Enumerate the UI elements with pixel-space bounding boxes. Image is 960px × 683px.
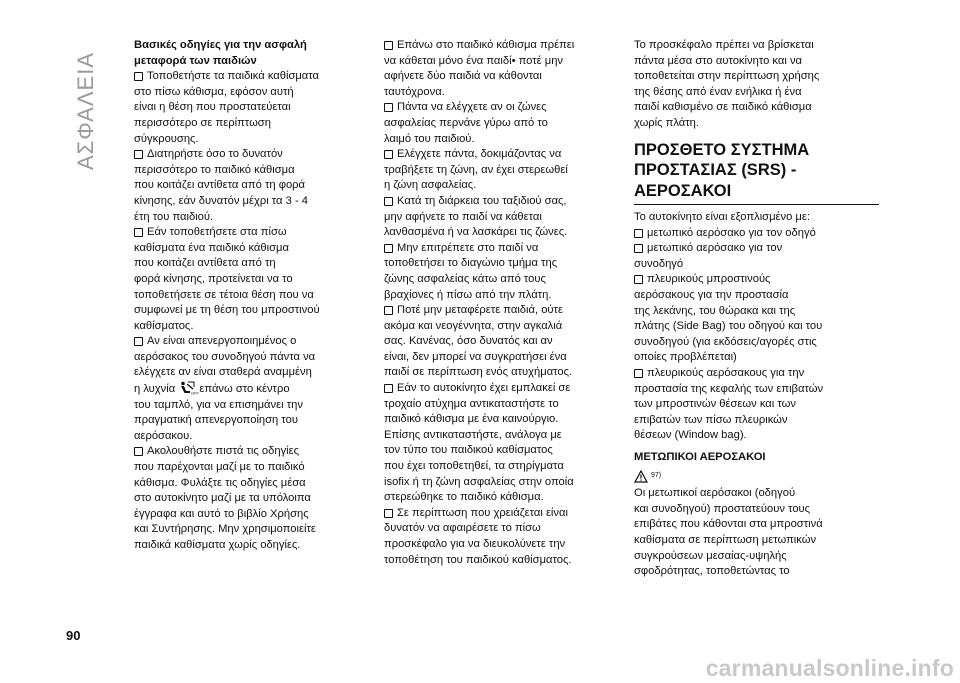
side-section-tab: ΑΣΦΑΛΕΙΑ [73,51,98,171]
square-bullet-icon [384,196,393,205]
paragraph: Ακολουθήστε πιστά τις οδηγίες που παρέχονται μαζί με το παιδικό κάθισμα. Φυλάξτε τις οδηγίες μέσα στο αυτοκίνητο μαζί με τα υπόλοιπα έγγραφα και αυτό το βιβλίο Χρήσης και Συντήρησης. Μην χρησιμοποιείτε παιδικά καθίσματα χωρίς οδηγίες. [134,445,316,551]
square-bullet-icon [134,227,143,236]
column-1 [134,38,364,554]
paragraph: Εάν το αυτοκίνητο έχει εμπλακεί σε τροχαίο ατύχημα αντικαταστήστε το παιδικό κάθισμα με ένα καινούργιο. Επίσης αντικαταστήστε, ανάλογα με τον τύπο του παιδικού καθίσματος που έχει τοποθετηθεί, τα στηρίγματα isofix ή τη ζώνη ασφαλείας στην οποία στερεώθηκε το παιδικό κάθισμα. [384,382,574,504]
square-bullet-icon [384,149,393,158]
paragraph: Ποτέ μην μεταφέρετε παιδιά, ούτε ακόμα και νεογέννητα, στην αγκαλιά σας. Κανένας, όσο δυνατός και αν είναι, δεν μπορεί να συγκρατήσει ένα παιδί σε περίπτωση ενός ατυχήματος. [384,304,573,379]
square-bullet-icon [634,228,643,237]
list-item: μετωπικό αερόσακο για τον συνοδηγό [634,242,783,270]
square-bullet-icon [134,71,143,80]
paragraph: Διατηρήστε όσο το δυνατόν περισσότερο το παιδικό κάθισμα που κοιτάζει αντίθετα από τη φορά κίνησης, εάν δυνατόν μέχρι τα 3 - 4 έτη του παιδιού. [134,148,309,223]
square-bullet-icon [384,243,393,252]
note-reference: 97) [634,468,879,487]
paragraph: Πάντα να ελέγχετε αν οι ζώνες ασφαλείας περνάνε γύρω από το λαιμό του παιδιού. [384,101,548,145]
square-bullet-icon [384,383,393,392]
heading: Βασικές οδηγίες για την ασφαλή μεταφορά των παιδιών [134,39,307,67]
square-bullet-icon [634,274,643,283]
square-bullet-icon [634,368,643,377]
paragraph: Αν είναι απενεργοποιημένος ο αερόσακος του συνοδηγού πάντα να ελέγχετε αν είναι σταθερά αναμμένη η λυχνία OFF επάνω στο κέντρο του ταμπλό, για να επισημάνει την πραγματική απενεργοποίηση του αερόσακου. [134,335,316,442]
svg-text:OFF: OFF [191,390,200,396]
paragraph: Μην επιτρέπετε στο παιδί να τοποθετήσει το διαγώνιο τμήμα της ζώνης ασφαλείας κάτω από τους βραχίονες ή πίσω από την πλάτη. [384,241,558,301]
paragraph: Τοποθετήστε τα παιδικά καθίσματα στο πίσω κάθισμα, εφόσον αυτή είναι η θέση που προστατεύεται περισσότερο σε περίπτωση σύγκρουσης. [134,70,319,145]
paragraph: Σε περίπτωση που χρειάζεται είναι δυνατόν να αφαιρέσετε το πίσω προσκέφαλο για να διευκολύνετε την τοποθέτηση του παιδικού καθίσματος. [384,506,572,566]
square-bullet-icon [384,305,393,314]
square-bullet-icon [384,508,393,517]
heading-divider [634,204,879,205]
square-bullet-icon [134,149,143,158]
square-bullet-icon [384,40,393,49]
intro-text: Το αυτοκίνητο είναι εξοπλισμένο με: [634,211,810,224]
paragraph: Το προσκέφαλο πρέπει να βρίσκεται πάντα μέσα στο αυτοκίνητο και να τοποθετείται στην περίπτωση χρήσης της θέσης από έναν ενήλικα ή ένα παιδί καθισμένο σε παιδικό κάθισμα χωρίς πλάτη. [634,39,820,129]
section-heading: ΠΡΟΣΘΕΤΟ ΣΥΣΤΗΜΑ ΠΡΟΣΤΑΣΙΑΣ (SRS) - ΑΕΡΟΣΑΚΟΙ [634,140,810,200]
square-bullet-icon [134,336,143,345]
watermark: carmanualsonline.info [705,655,954,681]
list-item: πλευρικούς αερόσακους για την προστασία της κεφαλής των επιβατών των μπροστινών θέσεων και των επιβατών των πίσω πλευρικών θέσεων (Window bag). [634,367,824,442]
paragraph: Εάν τοποθετήσετε στα πίσω καθίσματα ένα παιδικό κάθισμα που κοιτάζει αντίθετα από τη φορά κίνησης, προτείνεται να το τοποθετήσετε σε τέτοια θέση που να συμφωνεί με τη θέση του μπροστινού καθίσματος. [134,226,320,332]
paragraph: Επάνω στο παιδικό κάθισμα πρέπει να κάθεται μόνο ένα παιδί• ποτέ μην αφήνετε δύο παιδιά να κάθονται ταυτόχρονα. [384,39,575,98]
paragraph: Ελέγχετε πάντα, δοκιμάζοντας να τραβήξετε τη ζώνη, αν έχει στερεωθεί η ζώνη ασφαλείας. [384,148,568,192]
paragraph: Οι μετωπικοί αερόσακοι (οδηγού και συνοδηγού) προστατεύουν τους επιβάτες που κάθονται στα μπροστινά καθίσματα σε περίπτωση μετωπικών συγκρούσεων μεσαίας-υψηλής σφοδρότητας, τοποθετώντας το [634,487,823,578]
passenger-airbag-off-lamp-icon [178,381,200,396]
square-bullet-icon [134,446,143,455]
subheading: ΜΕΤΩΠΙΚΟΙ ΑΕΡΟΣΑΚΟΙ [634,450,766,463]
warning-triangle-icon [634,470,648,483]
square-bullet-icon [384,102,393,111]
page-number: 90 [66,628,81,643]
list-item: πλευρικούς μπροστινούς αερόσακους για την προστασία της λεκάνης, του θώρακα και της πλάτης (Side Bag) του οδηγού και του συνοδηγού (για εκδόσεις/αγορές στις οποίες προβλέπεται) [634,273,823,364]
column-2 [384,38,624,568]
paragraph: Κατά τη διάρκεια του ταξιδιού σας, μην αφήνετε το παιδί να κάθεται λανθασμένα ή να λασκάρει τις ζώνες. [384,194,568,239]
list-item: μετωπικό αερόσακο για τον οδηγό [634,226,879,242]
column-3 [634,38,879,580]
square-bullet-icon [634,243,643,252]
